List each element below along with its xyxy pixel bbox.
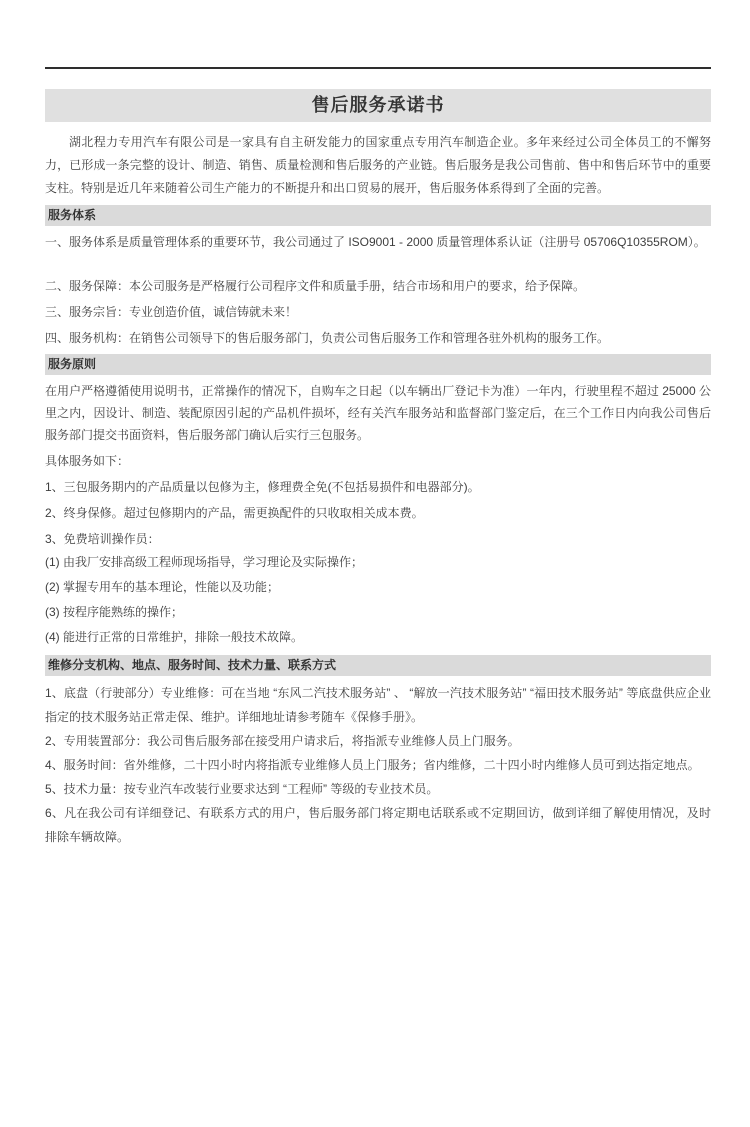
intro-paragraph: 湖北程力专用汽车有限公司是一家具有自主研发能力的国家重点专用汽车制造企业。多年来经过公司全体员工的不懈努力，已形成一条完整的设计、制造、销售、质量检测和售后服务的产业链。售后服务是我公司售前、售中和售后环节中的重要支柱。特别是近几年来随着公司生产能力的不断提升和出口贸易的展开，售后服务体系得到了全面的完善。	[45, 135, 711, 195]
list-item: 1、底盘（行驶部分）专业维修：可在当地 “东风二汽技术服务站” 、 “解放一汽技术服务站” “福田技术服务站” 等底盘供应企业指定的技术服务站正常走保、维护。详细地址请参考随车《保修手册》。	[45, 686, 711, 724]
list-item: 三、服务宗旨：专业创造价值，诚信铸就未来！	[45, 305, 298, 319]
list-item: 一、服务体系是质量管理体系的重要环节，我公司通过了 ISO9001 - 2000 质量管理体系认证（注册号 05706Q10355ROM）。	[45, 235, 706, 249]
list-subitem: (1) 由我厂安排高级工程师现场指导，学习理论及实际操作；	[45, 555, 364, 569]
list-subtitle: 具体服务如下：	[45, 454, 130, 468]
list-item: 6、凡在我公司有详细登记、有联系方式的用户，售后服务部门将定期电话联系或不定期回访，做到详细了解使用情况，及时排除车辆故障。	[45, 806, 711, 844]
section-heading-service-principles: 服务原则	[45, 354, 711, 375]
list-subitem: (4) 能进行正常的日常维护，排除一般技术故障。	[45, 630, 304, 644]
section-heading-service-system: 服务体系	[45, 205, 711, 226]
list-subitem: (3) 按程序能熟练的操作；	[45, 605, 184, 619]
list-item: 二、服务保障：本公司服务是严格履行公司程序文件和质量手册，结合市场和用户的要求，给予保障。	[45, 279, 586, 293]
section-heading-service-branches: 维修分支机构、地点、服务时间、技术力量、联系方式	[45, 655, 711, 676]
list-item: 四、服务机构：在销售公司领导下的售后服务部门，负责公司售后服务工作和管理各驻外机构的服务工作。	[45, 331, 610, 345]
list-item: 3、免费培训操作员：	[45, 532, 160, 546]
list-item: 1、三包服务期内的产品质量以包修为主，修理费全免(不包括易损件和电器部分)。	[45, 480, 480, 494]
list-item: 4、服务时间：省外维修，二十四小时内将指派专业维修人员上门服务；省内维修，二十四小时内维修人员可到达指定地点。	[45, 758, 700, 772]
list-item: 2、专用装置部分：我公司售后服务部在接受用户请求后，将指派专业维修人员上门服务。	[45, 734, 520, 748]
list-item: 2、终身保修。超过包修期内的产品，需更换配件的只收取相关成本费。	[45, 506, 424, 520]
list-subitem: (2) 掌握专用车的基本理论，性能以及功能；	[45, 580, 280, 594]
document-title: 售后服务承诺书	[45, 89, 711, 122]
section-paragraph: 在用户严格遵循使用说明书，正常操作的情况下，自购车之日起（以车辆出厂登记卡为准）一年内，行驶里程不超过 25000 公里之内，因设计、制造、装配原因引起的产品机件损坏，经有关汽车服务站和监督部门鉴定后，在三个工作日内向我公司售后服务部门提交书面资料，售后服务部门确认后实行三包服务。	[45, 384, 711, 442]
header-rule	[45, 67, 711, 69]
document-page	[0, 67, 750, 1127]
list-item: 5、技术力量：按专业汽车改装行业要求达到 “工程师” 等级的专业技术员。	[45, 782, 439, 796]
